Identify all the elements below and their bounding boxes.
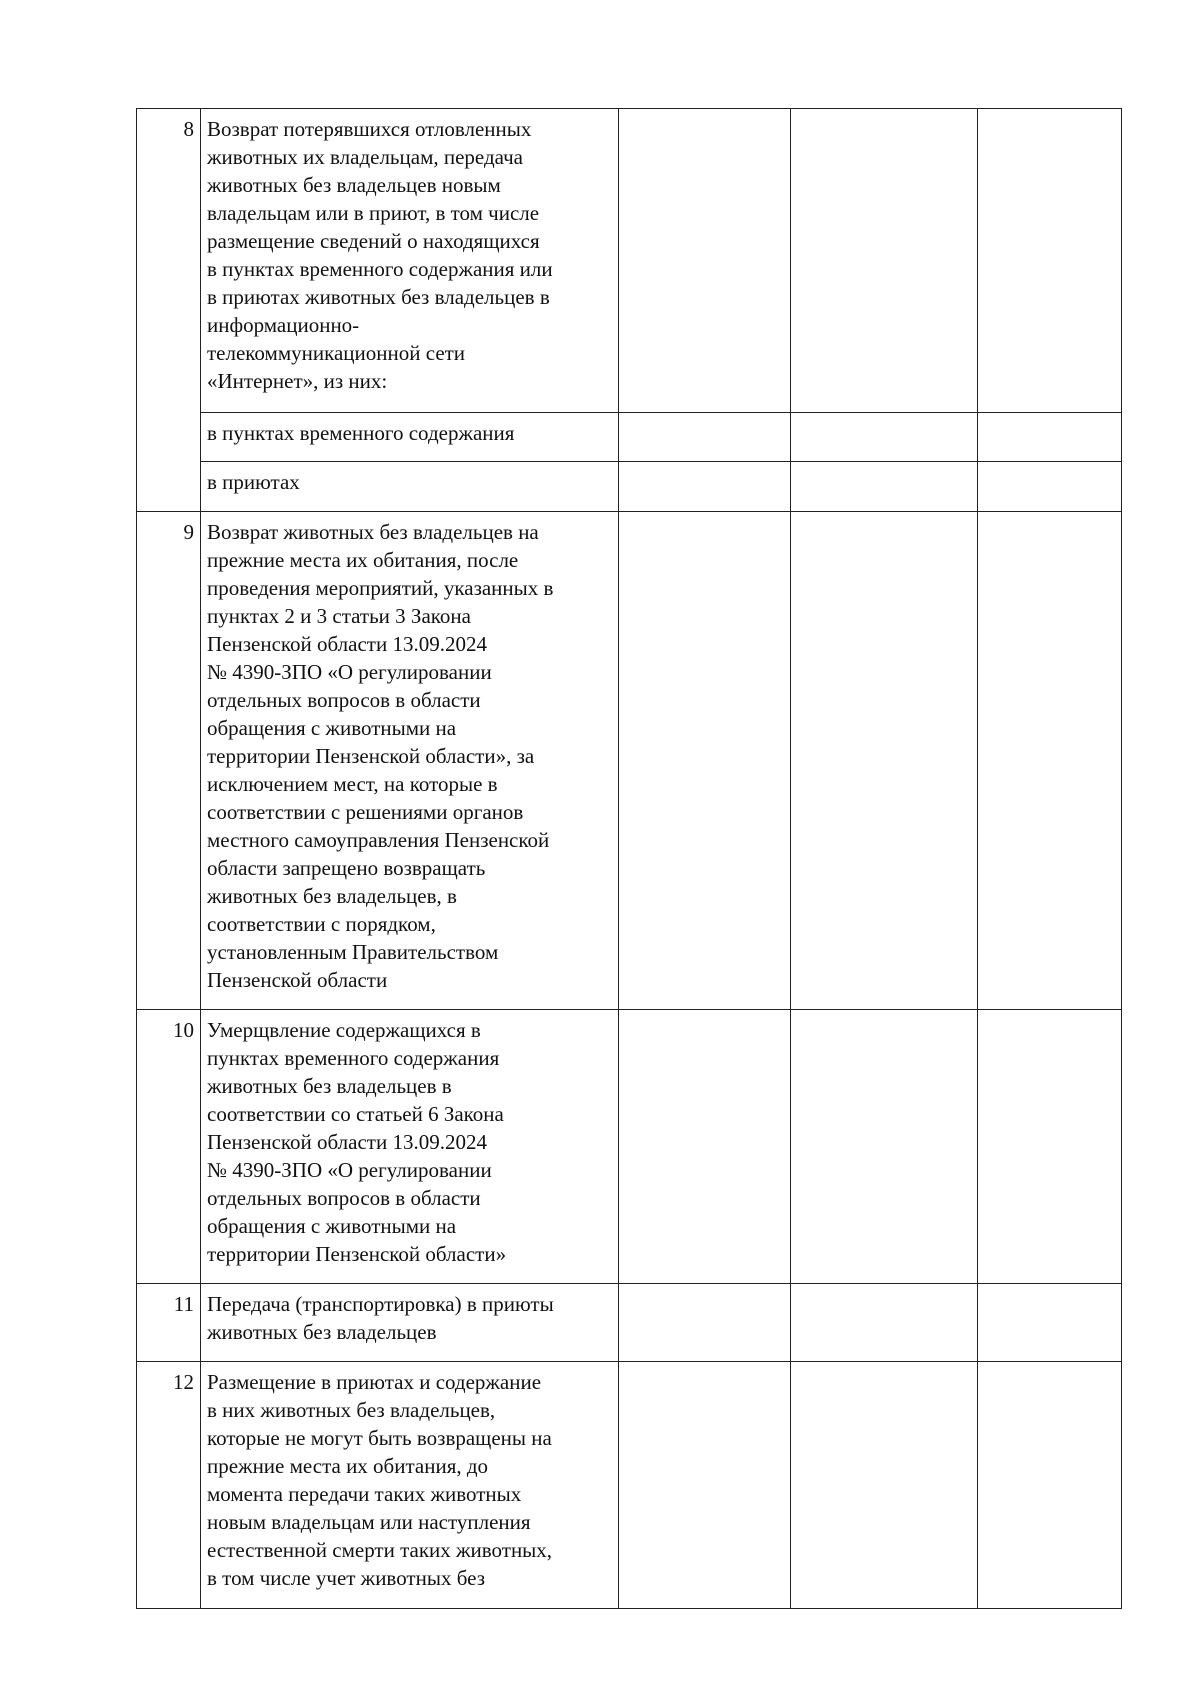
value-cell [619,1284,791,1362]
value-cell [978,109,1122,413]
table-row-12 [137,1362,1122,1609]
table-row-8 [137,109,1122,413]
table-row-11 [137,1284,1122,1362]
table-subrow [137,462,1122,512]
value-cell [619,512,791,1010]
value-cell [791,512,978,1010]
row-description-text: Размещение в приютах и содержание в них животных без владельцев, которые не могут быть возвращены на прежние места их обитания, до момента передачи таких животных новым владельцам или наступления естественной смерти таких животных, в том числе учет животных без [207,1370,553,1590]
row-description-text: Возврат потерявшихся отловленных животных их владельцам, передача животных без владельцев новым владельцам или в приют, в том числе размещение сведений о находящихся в пунктах временного содержания или в приютах животных без владельцев в информационно- телекоммуникационной сети «Интернет», из них: [207,117,553,393]
row-number: 10 [137,1010,201,1284]
table-row-9 [137,512,1122,1010]
value-cell [791,413,978,462]
row-description [201,1010,619,1284]
value-cell [791,109,978,413]
row-number: 12 [137,1362,201,1609]
value-cell [619,413,791,462]
row-description-text: Возврат животных без владельцев на прежние места их обитания, после проведения мероприятий, указанных в пунктах 2 и 3 статьи 3 Закона Пензенской области 13.09.2024 № 4390-ЗПО «О регулировании отдельных вопросов в области обращения с животными на территории Пензенской области», за исключением мест, на которые в соответствии с решениями органов местного самоуправления Пензенской области запрещено возвращать животных без владельцев, в соответствии с порядком, установленным Правительством Пензенской области [207,520,554,992]
value-cell [791,462,978,512]
row-description [201,512,619,1010]
table-subrow [137,413,1122,462]
value-cell [978,512,1122,1010]
value-cell [791,1010,978,1284]
row-description-text: Передача (транспортировка) в приюты животных без владельцев [207,1292,554,1344]
row-number: 11 [137,1284,201,1362]
row-number: 9 [137,512,201,1010]
row-description [201,1284,619,1362]
value-cell [619,1010,791,1284]
value-cell [978,1284,1122,1362]
value-cell [619,1362,791,1609]
value-cell [791,1284,978,1362]
row-description-text: Умерщвление содержащихся в пунктах временного содержания животных без владельцев в соответствии со статьей 6 Закона Пензенской области 13.09.2024 № 4390-ЗПО «О регулировании отдельных вопросов в области обращения с животными на территории Пензенской области» [207,1018,507,1266]
row-number: 8 [137,109,201,512]
value-cell [619,462,791,512]
row-description [201,109,619,413]
row-description [201,1362,619,1609]
subrow-description: в пунктах временного содержания [201,413,619,462]
subrow-description: в приютах [201,462,619,512]
value-cell [619,109,791,413]
value-cell [978,413,1122,462]
value-cell [978,1362,1122,1609]
table-row-10 [137,1010,1122,1284]
value-cell [978,462,1122,512]
value-cell [978,1010,1122,1284]
report-table [136,108,1122,1609]
value-cell [791,1362,978,1609]
